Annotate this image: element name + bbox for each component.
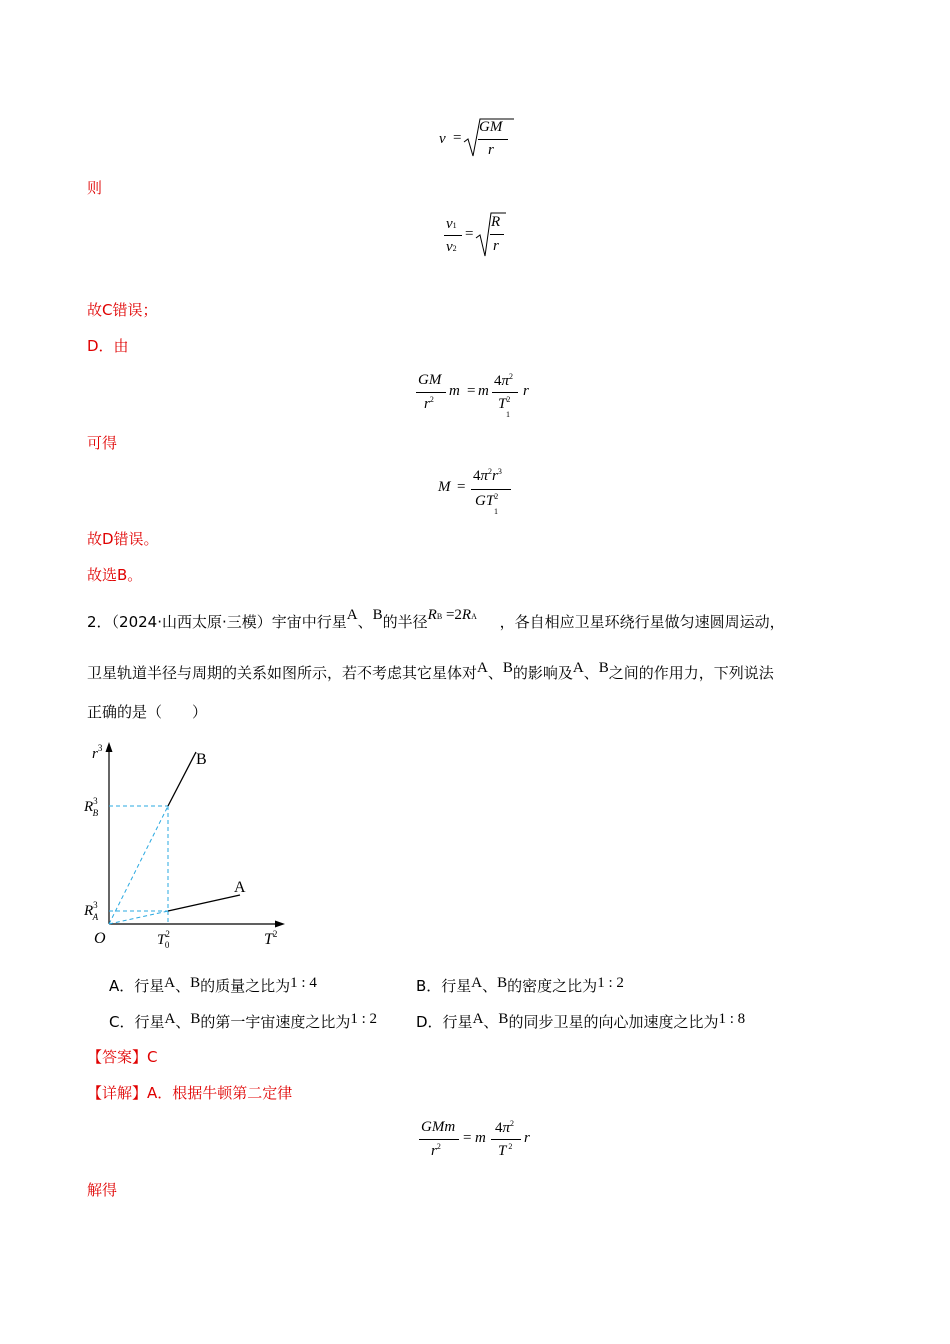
d-wrong-line: 故D错误。 xyxy=(87,530,159,548)
question-line-3: 正确的是（ ） xyxy=(87,703,208,721)
radius-relation: RB =2RA xyxy=(427,607,477,623)
x-axis-arrow xyxy=(275,921,285,928)
answer-line xyxy=(87,1046,158,1068)
choose-b-line: 故选B。 xyxy=(87,566,143,584)
formula-mass: M = $4\pi^2r^3$ $GT^2$ 1 xyxy=(435,462,525,514)
option-a[interactable]: A．行星A、B的质量之比为1 : 4 xyxy=(109,975,317,995)
question-line-2: 卫星轨道半径与周期的关系如图所示，若不考虑其它星体对A、B的影响及A、B之间的作用力，下列说法 xyxy=(87,660,774,682)
line-b xyxy=(168,752,196,806)
option-c[interactable]: C．行星A、B的第一宇宙速度之比为1 : 2 xyxy=(109,1011,378,1031)
y-axis-arrow xyxy=(106,742,113,752)
rb-label: $R^3$ B xyxy=(84,796,99,818)
question-line-1: 2．（2024·山西太原·三模）宇宙中行星A、B的半径RB =2RA ，各自相应卫星环绕行星做匀速圆周运动， xyxy=(87,611,785,636)
origin-to-b-dashed xyxy=(109,806,168,924)
line-a xyxy=(168,895,240,911)
answer-value: C xyxy=(147,1048,158,1066)
c-wrong-line: 故C错误； xyxy=(87,301,158,319)
question-number: 2． xyxy=(87,613,112,631)
formula-velocity-ratio: v1 v2 = R r xyxy=(440,210,520,265)
answer-label: 【答案】 xyxy=(87,1048,148,1066)
formula-orbital-velocity: v = GM r xyxy=(436,116,516,166)
explanation-label: 【详解】 xyxy=(87,1084,148,1102)
r3-t2-graph xyxy=(78,738,298,953)
x-axis-label: $T^2$ xyxy=(264,929,278,948)
question-source: （2024·山西太原·三模） xyxy=(111,613,272,631)
then-label: 则 xyxy=(87,179,103,197)
explanation-line: 【详解】A．根据牛顿第二定律 xyxy=(87,1084,293,1102)
t0-label: $T^2$ 0 xyxy=(157,929,170,950)
option-d[interactable]: D．行星A、B的同步卫星的向心加速度之比为1 : 8 xyxy=(416,1011,746,1031)
ra-label: $R^3$ A xyxy=(84,900,99,922)
y-axis-label: $r^3$ xyxy=(92,743,103,762)
line-b-label: B xyxy=(196,751,207,768)
formula-newton-second-law: GMm $r^2$ = m $4\pi^2$ T $^2$ r xyxy=(421,1119,530,1159)
can-get-line: 可得 xyxy=(87,434,118,452)
solve-line: 解得 xyxy=(87,1181,118,1199)
origin-label: O xyxy=(94,930,106,947)
origin-to-a-dashed xyxy=(109,911,168,924)
d-prefix-line: D．由 xyxy=(87,337,129,355)
formula-gravity-centripetal: GM $r^2$ m = m $4\pi^2$ $T^2$ 1 r xyxy=(418,372,529,419)
line-a-label: A xyxy=(234,879,246,896)
option-b[interactable]: B．行星A、B的密度之比为1 : 2 xyxy=(416,975,624,995)
